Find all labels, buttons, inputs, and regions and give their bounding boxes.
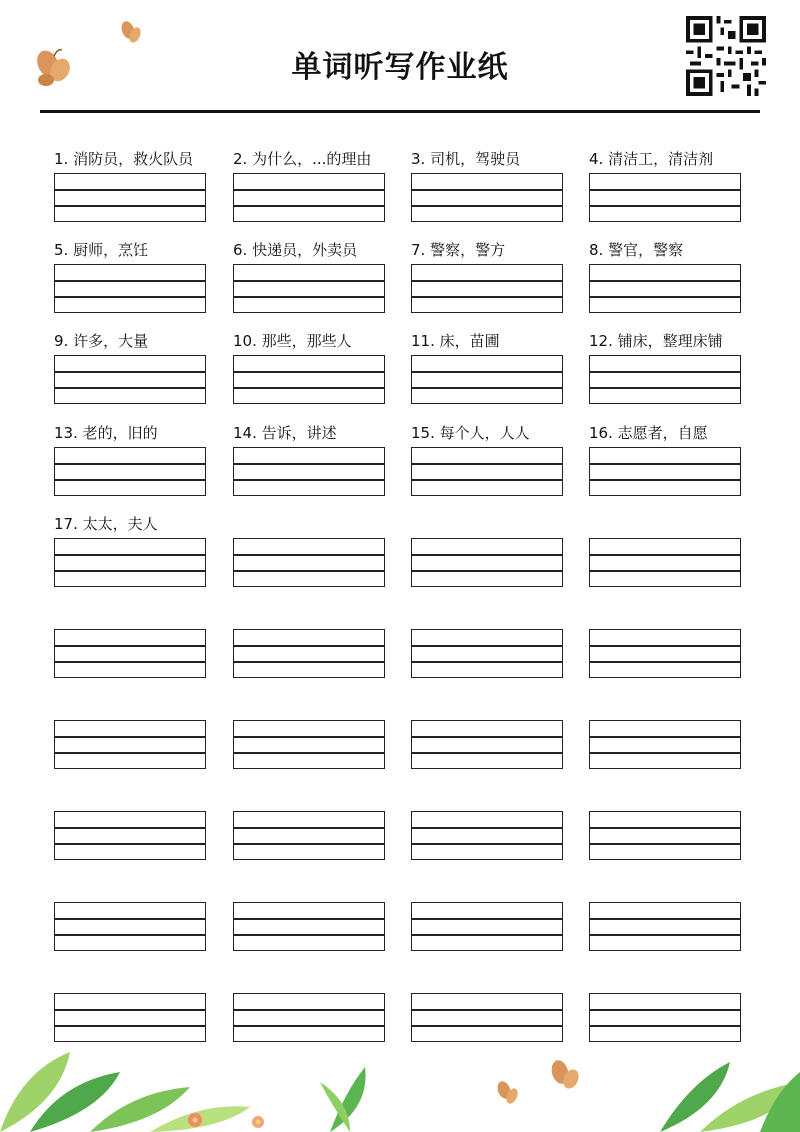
writing-line bbox=[590, 934, 740, 936]
writing-line bbox=[590, 371, 740, 373]
answer-lines[interactable] bbox=[233, 355, 385, 404]
writing-line bbox=[590, 296, 740, 298]
answer-lines[interactable] bbox=[411, 811, 563, 860]
writing-line bbox=[412, 736, 562, 738]
writing-line bbox=[412, 570, 562, 572]
writing-line bbox=[412, 1025, 562, 1027]
writing-line bbox=[234, 463, 384, 465]
writing-line bbox=[234, 280, 384, 282]
word-prompt: 6. 快递员，外卖员 bbox=[233, 241, 358, 259]
answer-lines[interactable] bbox=[411, 264, 563, 313]
writing-line bbox=[55, 280, 205, 282]
writing-line bbox=[412, 387, 562, 389]
writing-line bbox=[412, 371, 562, 373]
writing-line bbox=[234, 1025, 384, 1027]
writing-line bbox=[412, 752, 562, 754]
writing-line bbox=[590, 1009, 740, 1011]
writing-line bbox=[55, 296, 205, 298]
writing-line bbox=[590, 843, 740, 845]
answer-lines[interactable] bbox=[54, 447, 206, 496]
writing-line bbox=[55, 843, 205, 845]
answer-lines[interactable] bbox=[411, 629, 563, 678]
answer-lines[interactable] bbox=[233, 264, 385, 313]
word-prompt: 14. 告诉，讲述 bbox=[233, 424, 337, 442]
writing-line bbox=[234, 752, 384, 754]
word-prompt: 4. 清洁工，清洁剂 bbox=[589, 150, 714, 168]
answer-lines[interactable] bbox=[589, 447, 741, 496]
writing-line bbox=[234, 661, 384, 663]
answer-lines[interactable] bbox=[411, 355, 563, 404]
writing-line bbox=[412, 918, 562, 920]
writing-line bbox=[55, 463, 205, 465]
writing-line bbox=[55, 371, 205, 373]
writing-line bbox=[412, 554, 562, 556]
answer-lines[interactable] bbox=[233, 538, 385, 587]
answer-lines[interactable] bbox=[589, 538, 741, 587]
writing-line bbox=[55, 205, 205, 207]
writing-line bbox=[55, 554, 205, 556]
word-prompt: 17. 太太，夫人 bbox=[54, 515, 158, 533]
answer-lines[interactable] bbox=[589, 355, 741, 404]
answer-lines[interactable] bbox=[54, 993, 206, 1042]
writing-line bbox=[412, 280, 562, 282]
writing-line bbox=[590, 1025, 740, 1027]
answer-lines[interactable] bbox=[54, 173, 206, 222]
answer-lines[interactable] bbox=[233, 629, 385, 678]
writing-line bbox=[590, 827, 740, 829]
answer-lines[interactable] bbox=[54, 538, 206, 587]
answer-lines[interactable] bbox=[54, 902, 206, 951]
writing-line bbox=[55, 918, 205, 920]
answer-lines[interactable] bbox=[589, 811, 741, 860]
word-prompt: 5. 厨师，烹饪 bbox=[54, 241, 149, 259]
writing-line bbox=[55, 387, 205, 389]
writing-line bbox=[55, 479, 205, 481]
writing-line bbox=[55, 1025, 205, 1027]
writing-line bbox=[590, 205, 740, 207]
writing-line bbox=[234, 570, 384, 572]
writing-line bbox=[55, 752, 205, 754]
writing-line bbox=[590, 479, 740, 481]
answer-lines[interactable] bbox=[233, 811, 385, 860]
writing-line bbox=[590, 752, 740, 754]
writing-line bbox=[234, 205, 384, 207]
leaf-icon bbox=[0, 1052, 800, 1132]
writing-line bbox=[55, 661, 205, 663]
writing-line bbox=[590, 661, 740, 663]
writing-line bbox=[234, 843, 384, 845]
writing-line bbox=[412, 205, 562, 207]
writing-line bbox=[412, 661, 562, 663]
answer-lines[interactable] bbox=[411, 993, 563, 1042]
answer-lines[interactable] bbox=[589, 629, 741, 678]
answer-lines[interactable] bbox=[54, 355, 206, 404]
word-prompt: 11. 床，苗圃 bbox=[411, 332, 500, 350]
answer-lines[interactable] bbox=[589, 993, 741, 1042]
answer-lines[interactable] bbox=[589, 902, 741, 951]
writing-line bbox=[55, 570, 205, 572]
writing-line bbox=[234, 645, 384, 647]
word-prompt: 3. 司机，驾驶员 bbox=[411, 150, 521, 168]
answer-lines[interactable] bbox=[54, 811, 206, 860]
answer-lines[interactable] bbox=[54, 720, 206, 769]
answer-lines[interactable] bbox=[589, 264, 741, 313]
answer-lines[interactable] bbox=[411, 173, 563, 222]
word-prompt: 15. 每个人，人人 bbox=[411, 424, 530, 442]
writing-line bbox=[55, 934, 205, 936]
writing-line bbox=[234, 189, 384, 191]
writing-line bbox=[590, 554, 740, 556]
answer-lines[interactable] bbox=[233, 173, 385, 222]
word-prompt: 16. 志愿者，自愿 bbox=[589, 424, 708, 442]
writing-line bbox=[234, 934, 384, 936]
answer-lines[interactable] bbox=[233, 720, 385, 769]
writing-line bbox=[412, 189, 562, 191]
answer-lines[interactable] bbox=[589, 720, 741, 769]
writing-line bbox=[412, 479, 562, 481]
answer-lines[interactable] bbox=[411, 447, 563, 496]
word-prompt: 7. 警察，警方 bbox=[411, 241, 506, 259]
writing-line bbox=[412, 843, 562, 845]
writing-line bbox=[234, 387, 384, 389]
writing-line bbox=[234, 827, 384, 829]
writing-line bbox=[590, 570, 740, 572]
answer-lines[interactable] bbox=[54, 629, 206, 678]
writing-line bbox=[234, 1009, 384, 1011]
writing-line bbox=[55, 1009, 205, 1011]
header-divider bbox=[40, 110, 760, 113]
writing-line bbox=[590, 645, 740, 647]
writing-line bbox=[412, 934, 562, 936]
writing-line bbox=[55, 189, 205, 191]
answer-lines[interactable] bbox=[233, 993, 385, 1042]
writing-line bbox=[412, 827, 562, 829]
writing-line bbox=[55, 736, 205, 738]
answer-lines[interactable] bbox=[411, 720, 563, 769]
writing-line bbox=[234, 296, 384, 298]
word-prompt: 13. 老的，旧的 bbox=[54, 424, 158, 442]
writing-line bbox=[234, 736, 384, 738]
answer-lines[interactable] bbox=[54, 264, 206, 313]
writing-line bbox=[55, 645, 205, 647]
writing-line bbox=[590, 463, 740, 465]
writing-line bbox=[234, 918, 384, 920]
writing-line bbox=[590, 736, 740, 738]
writing-line bbox=[590, 918, 740, 920]
qr-code-icon bbox=[686, 16, 766, 96]
answer-lines[interactable] bbox=[411, 902, 563, 951]
writing-line bbox=[590, 387, 740, 389]
writing-line bbox=[234, 371, 384, 373]
word-prompt: 12. 铺床，整理床铺 bbox=[589, 332, 723, 350]
writing-line bbox=[234, 554, 384, 556]
writing-line bbox=[590, 189, 740, 191]
answer-lines[interactable] bbox=[233, 447, 385, 496]
footer-foliage-decoration bbox=[0, 1042, 800, 1132]
writing-line bbox=[412, 296, 562, 298]
writing-line bbox=[412, 463, 562, 465]
word-prompt: 8. 警官，警察 bbox=[589, 241, 684, 259]
word-prompt: 2. 为什么，...的理由 bbox=[233, 150, 372, 168]
page-title: 单词听写作业纸 bbox=[291, 50, 509, 85]
butterfly-icon bbox=[495, 1058, 581, 1105]
answer-lines[interactable] bbox=[411, 538, 563, 587]
word-prompt: 1. 消防员，救火队员 bbox=[54, 150, 194, 168]
answer-lines[interactable] bbox=[233, 902, 385, 951]
writing-line bbox=[412, 1009, 562, 1011]
word-prompt: 9. 许多，大量 bbox=[54, 332, 149, 350]
writing-line bbox=[55, 827, 205, 829]
writing-line bbox=[412, 645, 562, 647]
word-prompt: 10. 那些，那些人 bbox=[233, 332, 352, 350]
writing-line bbox=[590, 280, 740, 282]
answer-lines[interactable] bbox=[589, 173, 741, 222]
writing-line bbox=[234, 479, 384, 481]
